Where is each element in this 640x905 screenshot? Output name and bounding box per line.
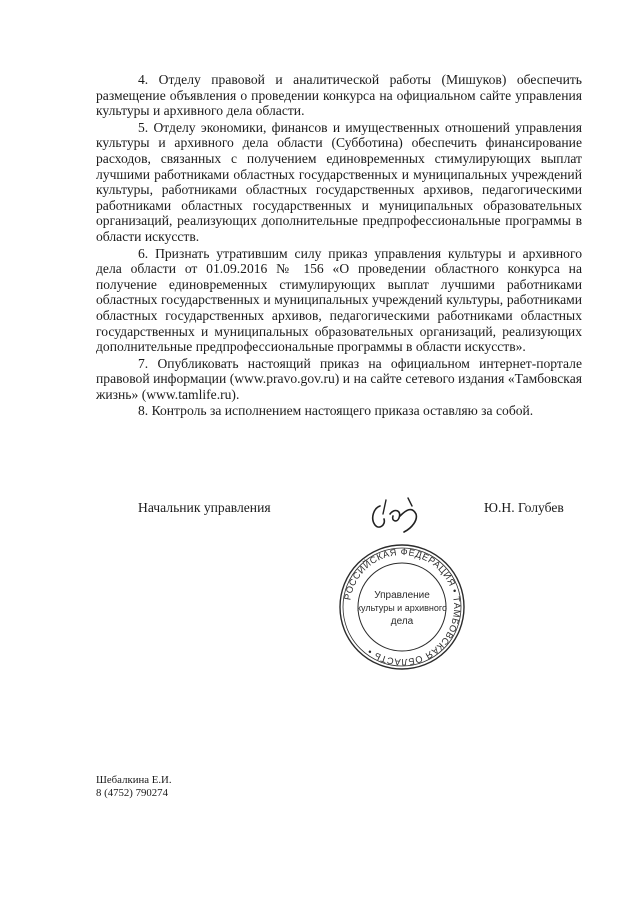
executor-footer xyxy=(96,774,172,800)
official-stamp xyxy=(337,542,467,672)
document-body xyxy=(96,72,582,420)
paragraph-8: 8. Контроль за исполнением настоящего приказа оставляю за собой. xyxy=(138,403,534,419)
executor-name: Шебалкина Е.И. xyxy=(96,774,172,786)
stamp-line-2: культуры и архивного xyxy=(357,603,447,613)
stamp-outer-text: РОССИЙСКАЯ ФЕДЕРАЦИЯ • ТАМБОВСКАЯ ОБЛАСТЬ • xyxy=(342,546,463,668)
stamp-line-3: дела xyxy=(390,616,414,627)
paragraph-4: 4. Отделу правовой и аналитической работы (Мишуков) обеспечить размещение объявления о проведении конкурса на официальном сайте управления культуры и архивного дела области. xyxy=(96,72,582,119)
signer-name: Ю.Н. Голубев xyxy=(484,500,564,515)
handwritten-signature xyxy=(366,492,430,536)
stamp-line-1: Управление xyxy=(374,590,430,601)
signer-title: Начальник управления xyxy=(138,500,271,515)
paragraph-6: 6. Признать утратившим силу приказ управления культуры и архивного дела области от 01.09.2016 № 156 «О проведении областного конкурса на получение единовременных стимулирующих выплат лучшими работниками областных государственных и муниципальных учреждений культуры, работниками областных государственных архивов, педагогическими работниками областных государственных и муниципальных образовательных организаций, реализующих дополнительные предпрофессиональные программы в области искусств». xyxy=(96,245,582,355)
executor-phone: 8 (4752) 790274 xyxy=(96,787,168,799)
paragraph-7: 7. Опубликовать настоящий приказ на официальном интернет-портале правовой информации (www.pravo.gov.ru) и на сайте сетевого издания «Тамбовская жизнь» (www.tamlife.ru). xyxy=(96,355,582,402)
paragraph-5: 5. Отделу экономики, финансов и имущественных отношений управления культуры и архивного дела области (Субботина) обеспечить финансирование расходов, связанных с получением единовременных стимулирующих выплат лучшими работниками областных государственных и муниципальных учреждений культуры, работниками областных государственных архивов, педагогическими работниками областных государственных и муниципальных образовательных организаций, реализующих дополнительные предпрофессиональные программы в области искусств. xyxy=(96,119,582,244)
